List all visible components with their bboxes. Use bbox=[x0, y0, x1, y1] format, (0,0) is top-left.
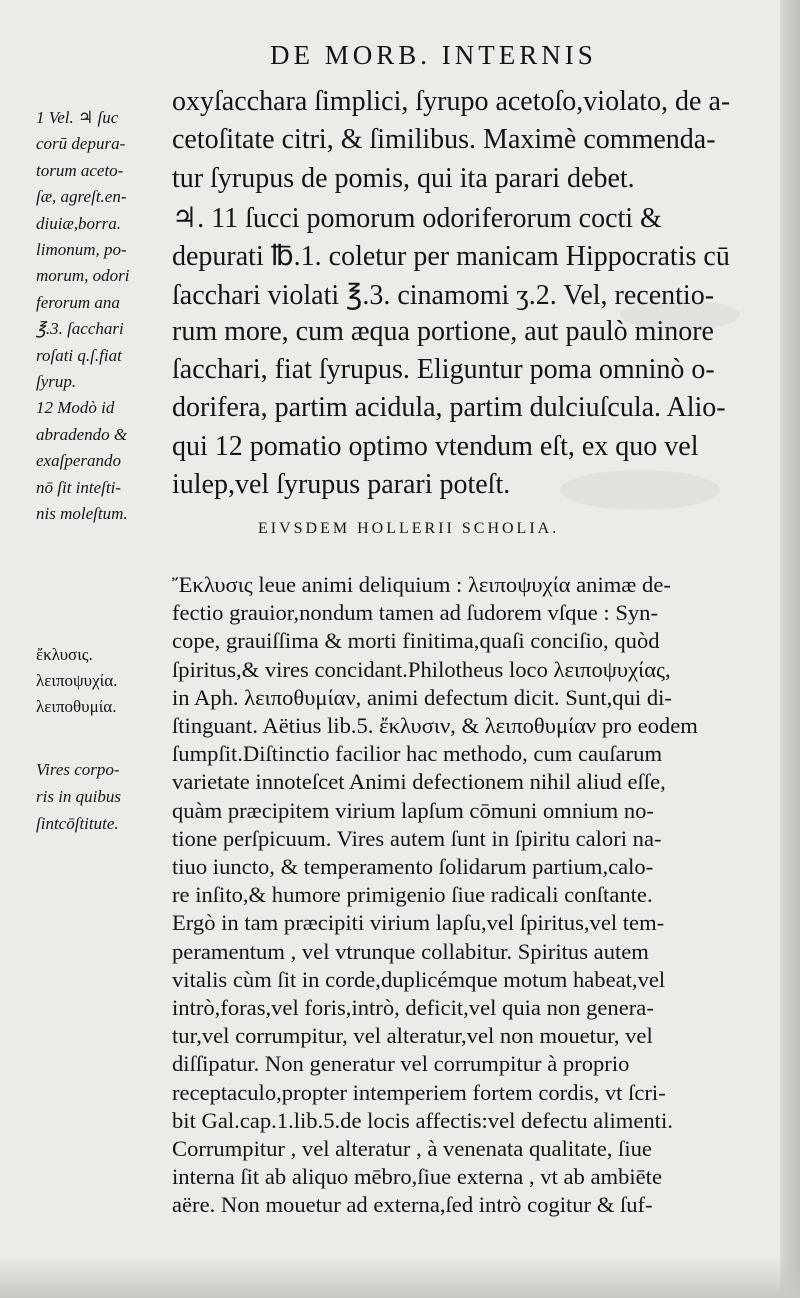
scholia-text-line: quàm præcipitem virium lapſum cōmuni omnium no- bbox=[172, 797, 654, 823]
margin-greek-line: λειποθυμία. bbox=[36, 697, 117, 716]
margin-greek-line: ἔκλυσις. bbox=[36, 645, 93, 664]
main-text-line: ſacchari violati ℥.3. cinamomi ʒ.2. Vel, recentio- bbox=[172, 279, 715, 311]
page-edge bbox=[780, 0, 800, 1298]
scholia-text-line: diſſipatur. Non generatur vel corrumpitur à proprio bbox=[172, 1051, 630, 1077]
margin-greek-line: λειποψυχία. bbox=[36, 671, 118, 690]
scholia-text-line: vitalis cùm ſit in corde,duplicémque motum habeat,vel bbox=[172, 966, 666, 992]
main-text-line: oxyſacchara ſimplici, ſyrupo acetoſo,violato, de a- bbox=[172, 86, 731, 117]
scholia-text-line: tione perſpicuum. Vires autem ſunt in ſpiritu calori na- bbox=[172, 825, 662, 851]
scholia-text-line: ſpiritus,& vires concidant.Philotheus loco λειποψυχίας, bbox=[172, 656, 671, 682]
scholia-text-line: tur,vel corrumpitur, vel alteratur,vel non mouetur, vel bbox=[172, 1023, 653, 1049]
main-text-line: depurati ℔.1. coletur per manicam Hippocratis cū bbox=[172, 241, 730, 273]
scholia-text-line: peramentum , vel vtrunque collabitur. Spiritus autem bbox=[172, 938, 649, 964]
margin-vires-line: ſintcōſtitute. bbox=[36, 814, 119, 833]
margin-note-line: diuiæ,borra. bbox=[36, 213, 122, 233]
scholia-text-line: Corrumpitur , vel alteratur , à venenata qualitate, ſiue bbox=[172, 1136, 652, 1161]
margin-note-line: ℥.3. ſacchari bbox=[36, 319, 124, 339]
scholia-text-line: ſumpſit.Diſtinctio facilior hac methodo, cum cauſarum bbox=[172, 741, 663, 767]
scholia-heading: EIVSDEM HOLLERII SCHOLIA. bbox=[258, 520, 560, 537]
margin-note-line: corū depura- bbox=[36, 134, 126, 154]
scholia-text-line: tiuo iuncto, & temperamento ſolidarum partium,calo- bbox=[172, 854, 654, 879]
margin-note-line: roſati q.ſ.fiat bbox=[36, 345, 122, 365]
scholia-text-line: re inſito,& humore primigenio ſiue radicali conſtante. bbox=[172, 882, 653, 908]
scholia-text-line: cope, grauiſſima & morti finitima,quaſi conciſio, quòd bbox=[172, 628, 660, 654]
margin-note-line: ſæ, agreſt.en- bbox=[36, 187, 127, 207]
page-bottom-shadow bbox=[0, 1256, 800, 1298]
main-text-line: iulep,vel ſyrupus parari poteſt. bbox=[172, 469, 511, 500]
scholia-text-line: in Aph. λειποθυμίαν, animi defectum dicit. Sunt,qui di- bbox=[172, 684, 672, 710]
margin-note-line: 12 Modò id bbox=[36, 398, 115, 418]
running-header: DE MORB. INTERNIS bbox=[270, 40, 597, 70]
margin-note-line: ferorum ana bbox=[36, 292, 120, 312]
margin-vires-line: Vires corpo- bbox=[36, 760, 120, 779]
scholia-text-line: bit Gal.cap.1.lib.5.de locis affectis:vel defectu alimenti. bbox=[172, 1107, 673, 1133]
margin-note-line: limonum, po- bbox=[36, 240, 127, 259]
main-text-line: ♃. 11 ſucci pomorum odoriferorum cocti & bbox=[172, 202, 662, 234]
main-text-line: dorifera, partim acidula, partim dulciuſcula. Alio- bbox=[172, 392, 726, 424]
margin-note-line: 1 Vel. ♃ ſuc bbox=[36, 108, 119, 127]
main-text-line: cetoſitate citri, & ſimilibus. Maximè commenda- bbox=[172, 124, 716, 156]
scholia-text-line: intrò,foras,vel foris,intrò, deficit,vel quia non genera- bbox=[172, 995, 654, 1020]
margin-vires-line: ris in quibus bbox=[36, 787, 122, 806]
scholia-text-line: Ἔκλυσις leue animi deliquium : λειποψυχία animæ de- bbox=[172, 572, 671, 597]
margin-note-line: nis moleſtum. bbox=[36, 504, 128, 523]
margin-note-line: exaſperando bbox=[36, 451, 121, 471]
main-text-line: ſacchari, fiat ſyrupus. Eliguntur poma omninò o- bbox=[172, 354, 715, 386]
scholia-text-line: varietate innoteſcet Animi defectionem nihil aliud eſſe, bbox=[172, 769, 666, 795]
scholia-text-line: ſtinguant. Aëtius lib.5. ἔκλυσιν, & λειποθυμίαν pro eodem bbox=[172, 713, 698, 738]
main-text-line: tur ſyrupus de pomis, qui ita parari debet. bbox=[172, 162, 635, 194]
main-text-line: qui 12 pomatio optimo vtendum eſt, ex quo vel bbox=[172, 430, 699, 462]
margin-note-line: morum, odori bbox=[36, 266, 130, 286]
margin-note-line: ſyrup. bbox=[36, 372, 77, 391]
margin-note-line: abradendo & bbox=[36, 424, 128, 444]
margin-note-line: torum aceto- bbox=[36, 160, 124, 180]
scholia-text-line: Ergò in tam præcipiti virium lapſu,vel ſpiritus,vel tem- bbox=[172, 910, 665, 936]
scholia-text-line: receptaculo,propter intemperiem fortem cordis, vt ſcri- bbox=[172, 1079, 666, 1105]
scholia-text-line: interna ſit ab aliquo mēbro,ſiue externa , vt ab ambiēte bbox=[172, 1164, 662, 1190]
margin-note-line: nō ſit inteſti- bbox=[36, 477, 121, 497]
scholia-text-line: aëre. Non mouetur ad externa,ſed intrò cogitur & ſuf- bbox=[172, 1192, 653, 1218]
scholia-text-line: fectio grauior,nondum tamen ad ſudorem vſque : Syn- bbox=[172, 600, 658, 626]
main-text-line: rum more, cum æqua portione, aut paulò minore bbox=[172, 315, 714, 347]
